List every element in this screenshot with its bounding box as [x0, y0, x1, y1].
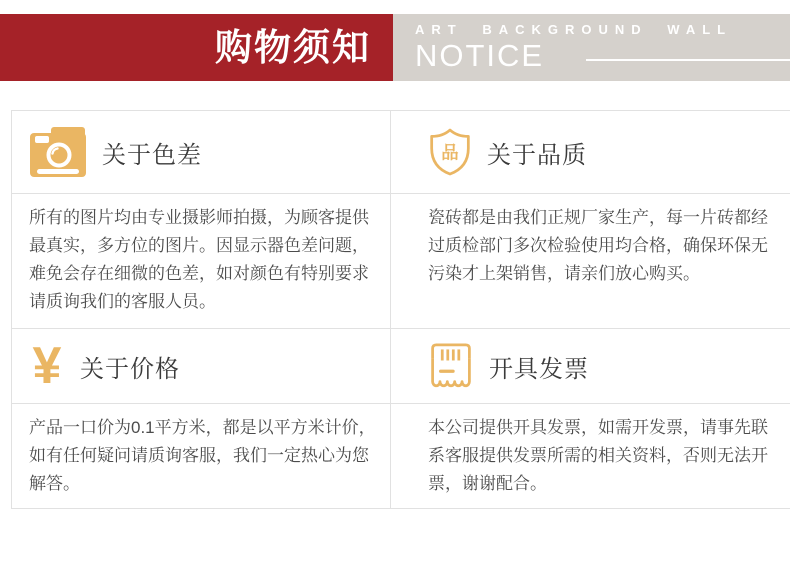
notice-grid	[11, 110, 790, 509]
camera-icon	[29, 126, 87, 178]
section-price-header	[12, 329, 390, 403]
section-quality-header	[390, 111, 790, 193]
invoice-icon	[428, 342, 474, 390]
header-banner	[0, 14, 790, 81]
section-title: 关于品质	[487, 141, 587, 169]
section-invoice-header	[390, 329, 790, 403]
section-price-body	[12, 404, 390, 508]
body-row-2	[12, 404, 790, 509]
page-title: 购物须知	[215, 27, 371, 68]
header-tagline: ART BACKGROUND WALL	[415, 22, 733, 38]
header-red-banner	[0, 14, 393, 81]
section-body: 瓷砖都是由我们正规厂家生产，每一片砖都经过质检部门多次检验使用均合格，确保环保无污染才上架销售，请亲们放心购买。	[428, 208, 768, 283]
section-body: 产品一口价为0.1平方米，都是以平方米计价，如有任何疑问请质询客服，我们一定热心为您解答。	[29, 418, 376, 493]
section-title: 关于色差	[102, 141, 202, 169]
header-gray-banner	[393, 14, 790, 81]
notice-underline	[586, 59, 790, 61]
section-body: 本公司提供开具发票，如需开发票，请事先联系客服提供发票所需的相关资料，否则无法开票，谢谢配合。	[428, 418, 768, 493]
section-invoice-body	[390, 404, 790, 508]
body-row-1	[12, 194, 790, 329]
section-body: 所有的图片均由专业摄影师拍摄，为顾客提供最真实，多方位的图片。因显示器色差问题，难免会存在细微的色差，如对颜色有特别要求请质询我们的客服人员。	[29, 208, 369, 311]
shield-icon	[428, 127, 472, 177]
section-title: 关于价格	[80, 355, 180, 383]
yuan-icon: ¥	[32, 337, 62, 395]
section-quality-body	[390, 194, 790, 328]
notice-label: NOTICE	[415, 38, 545, 74]
notice-row	[415, 40, 790, 73]
title-row-1	[12, 111, 790, 194]
section-color-difference-body	[12, 194, 390, 328]
section-title: 开具发票	[489, 355, 589, 383]
shield-char: 品	[441, 142, 459, 163]
section-color-difference-header	[12, 111, 390, 193]
title-row-2	[12, 329, 790, 404]
